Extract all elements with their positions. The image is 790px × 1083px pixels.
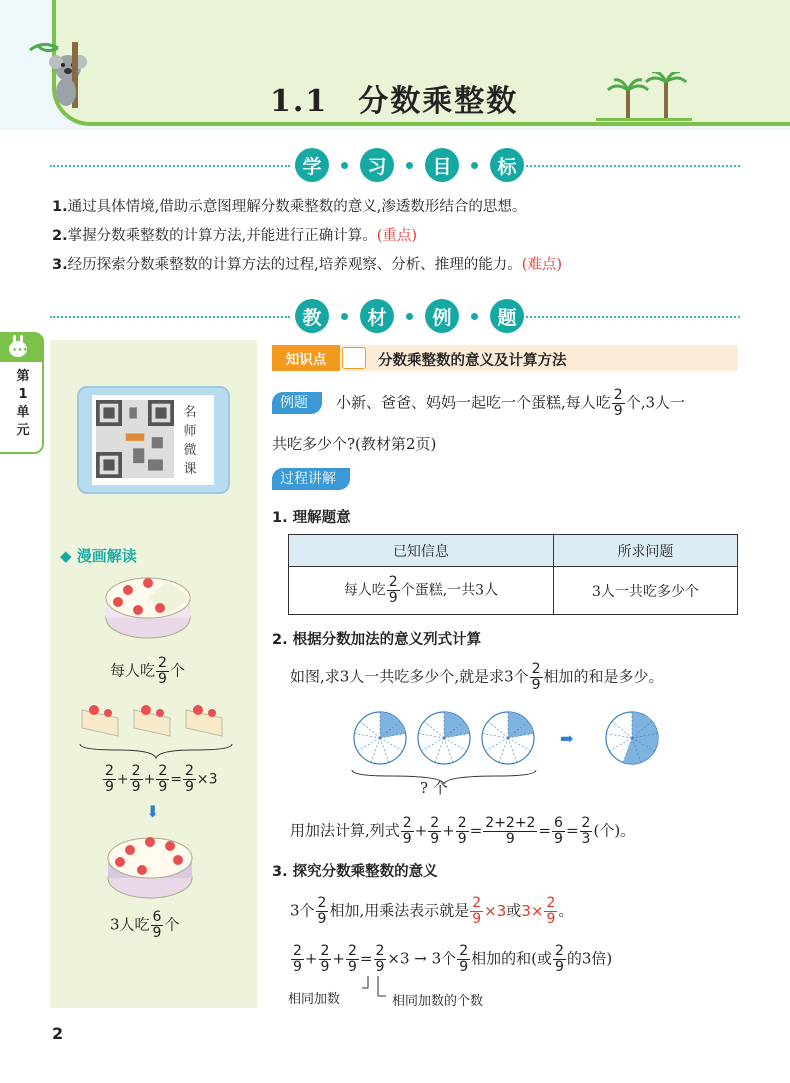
- cake-illustration: [102, 824, 198, 906]
- page-title: 1.1 分数乘整数: [270, 84, 519, 119]
- annotation-label-b: 相同加数的个数: [392, 994, 484, 1009]
- table-cell: 3人一共吃多少个: [553, 567, 737, 615]
- section-banner-goals: 学 习 目 标: [50, 148, 740, 184]
- table-header: 所求问题: [553, 535, 737, 567]
- step-3-title: 3. 探究分数乘整数的意义: [272, 864, 438, 880]
- knowledge-point-box: [342, 347, 366, 369]
- process-tag: 过程讲解: [272, 468, 350, 490]
- annotation-label-a: 相同加数: [288, 992, 341, 1007]
- knowledge-point-title: 分数乘整数的意义及计算方法: [378, 353, 567, 369]
- cake-illustration: [98, 568, 198, 648]
- goal-item: 3.经历探索分数乘整数的计算方法的过程,培养观察、分析、推理的能力。(难点): [52, 257, 563, 273]
- example-text-line-1: 小新、爸爸、妈妈一起吃一个蛋糕,每人吃 $\frac{2}{9}$ 个,3人一: [336, 387, 686, 419]
- step-2-text: 如图,求3人一共吃多少个,就是求3个 $\frac{2}{9}$ 相加的和是多少。: [290, 661, 664, 693]
- fraction-circles-diagram: [346, 708, 666, 804]
- cartoon-caption-1: 每人吃 $\frac{2}{9}$ 个: [110, 655, 185, 687]
- koala-illustration: [28, 38, 88, 108]
- step-1-title: 1. 理解题意: [272, 510, 351, 526]
- cartoon-equation: $\frac{2}{9}$ + $\frac{2}{9}$ + $\frac{2}{9}$ = $\frac{2}{9}$ ×3: [105, 763, 218, 795]
- arrow-down-icon: ⬇: [146, 802, 160, 821]
- cartoon-title: ◆ 漫画解读: [60, 547, 137, 565]
- cake-slices-illustration: [78, 700, 234, 760]
- unit-label: 第 1 单 元: [16, 369, 30, 438]
- brace-label: ? 个: [420, 779, 448, 797]
- table-header: 已知信息: [289, 535, 554, 567]
- step-3-text: 3个 $\frac{2}{9}$ 相加,用乘法表示就是 $\frac{2}{9}$ ×3或3× $\frac{2}{9}$ 。: [290, 895, 574, 927]
- step-2-calculation: 用加法计算,列式 $\frac{2}{9}$ + $\frac{2}{9}$ + $\frac{2}{9}$ = $\frac{2+2+2}{9}$ = $\frac{6}{9}$ = $\frac{2}{3}$ (个)。: [290, 815, 636, 847]
- qr-code-icon[interactable]: [96, 400, 174, 478]
- goal-item: 2.掌握分数乘整数的计算方法,并能进行正确计算。(重点): [52, 228, 418, 244]
- example-tag: 例题: [272, 392, 322, 414]
- step-2-title: 2. 根据分数加法的意义列式计算: [272, 632, 482, 648]
- micro-lesson-label: 名 师 微 课: [183, 405, 197, 477]
- goal-item: 1.通过具体情境,借助示意图理解分数乘整数的意义,渗透数形结合的思想。: [52, 199, 527, 215]
- example-text-line-2: 共吃多少个?(教材第2页): [272, 435, 437, 453]
- step-3-equation: $\frac{2}{9}$ + $\frac{2}{9}$ + $\frac{2}{9}$ = $\frac{2}{9}$ ×3 → 3个 $\frac{2}{9}$ 相加的和(或 $\frac{2}{9}$ 的3倍): [293, 943, 613, 975]
- bunny-icon: [0, 332, 44, 362]
- table-cell: 每人吃 $\frac{2}{9}$ 个蛋糕,一共3人: [289, 567, 554, 615]
- palm-trees-illustration: [596, 72, 692, 122]
- knowledge-point-tag: 知识点: [272, 345, 340, 371]
- section-banner-examples: 教 材 例 题: [50, 299, 740, 335]
- svg-text:•••: •••: [12, 346, 28, 356]
- page-number: 2: [52, 1024, 64, 1043]
- svg-text:➡: ➡: [560, 729, 574, 748]
- info-table: [288, 534, 738, 615]
- cartoon-caption-2: 3人吃 $\frac{6}{9}$ 个: [110, 909, 180, 941]
